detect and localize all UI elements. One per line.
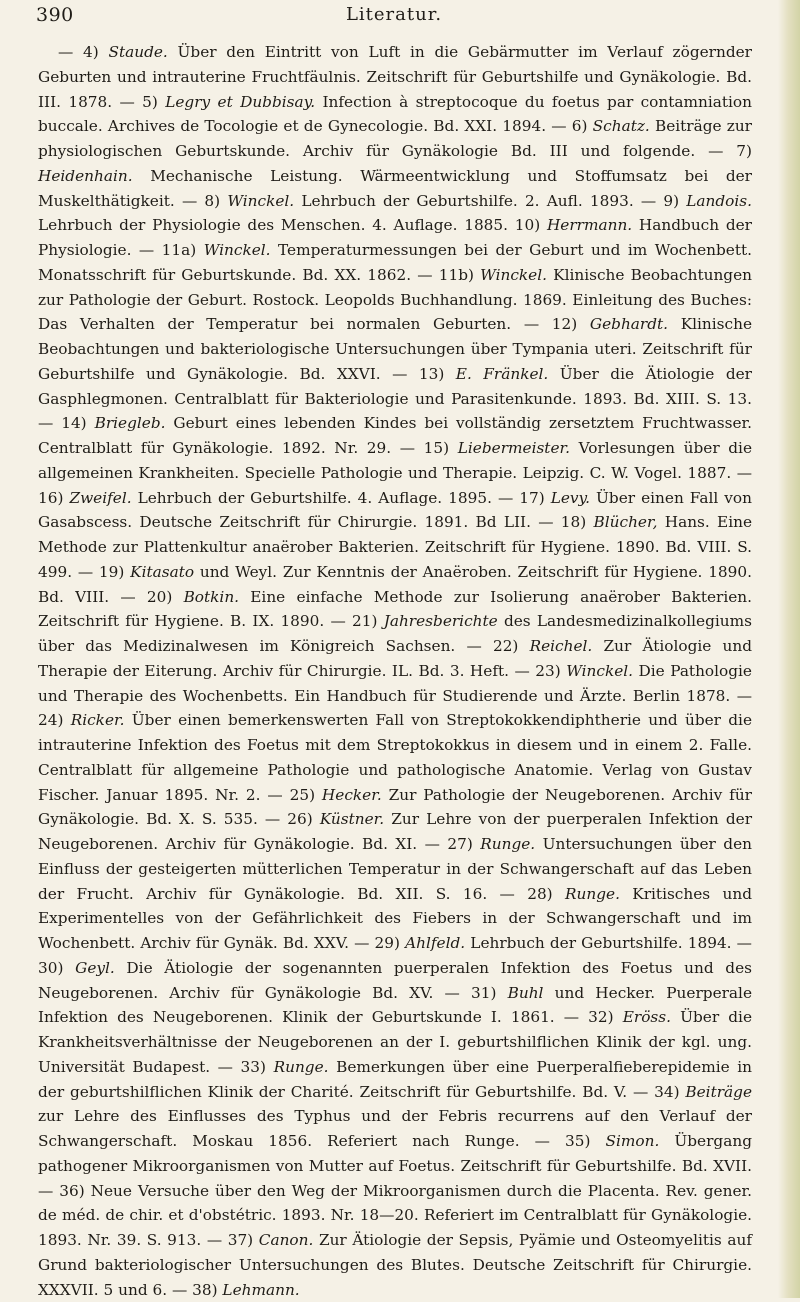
reference-text: zur Lehre des Einflusses des Typhus und der Febris recurrens auf den Verlauf der Schwangerschaft. Moskau 1856. Referiert nach Runge. [38,1107,752,1150]
reference-number: — 9) [633,191,687,210]
reference-number: — 24) [38,686,752,730]
reference-number: — 28) [487,884,565,903]
reference-author: Briegleb. [94,414,166,433]
reference-entry [167,1281,300,1299]
reference-number: — 15) [391,439,458,457]
reference-text: Über die Ätiologie der Gasphlegmonen. Centralblatt für Bakteriologie und Parasitenkunde. 1893. Bd. XIII. S. 13. [38,364,752,408]
reference-number: — 11a) [131,241,204,259]
reference-number: — 36) [38,1181,91,1200]
reference-author: Jahresberichte [383,612,498,631]
reference-text: Über den Eintritt von Luft in die Gebärmutter im Verlauf zögernder Geburten und intrauterine Fruchtfäulnis. Zeitschrift für Geburtshilfe und Gynäkologie. Bd. III. 1878. [38,43,752,111]
running-head: Literatur. [345,4,443,25]
reference-paragraph [38,40,752,1302]
reference-text: Geburt eines lebenden Kindes bei vollständig zersetztem Fruchtwasser. Centralblatt für Gynäkologie. 1892. Nr. 29. [38,414,752,457]
reference-author: Geyl. [75,958,115,977]
reference-number: — 38) [167,1280,223,1299]
reference-author: Winckel. [227,191,295,210]
reference-text: Lehrbuch der Physiologie des Menschen. 4. Auflage. 1885. [38,216,509,235]
reference-author: Lehmann. [222,1280,300,1299]
reference-author: Reichel. [529,637,593,655]
reference-text: Beiträge zur physiologischen Geburtskunde. Archiv für Gynäkologie Bd. III und folgende. [38,117,752,160]
reference-text: Zur Lehre von der puerperalen Infektion der Neugeborenen. Archiv für Gynäkologie. Bd. XI. [38,810,753,853]
reference-text: Eine einfache Methode zur Isolierung anaërober Bakterien. Zeitschrift für Hygiene. B. IX. 1890. [38,587,752,631]
reference-entry [349,934,732,952]
reference-text: Die Ätiologie der sogenannten puerperalen Infektion des Foetus und des Neugeborenen. Archiv für Gynäkologie Bd. XV. [38,958,753,1002]
page-number: 390 [36,4,74,26]
reference-author: Landois. [686,191,752,210]
reference-number: — 20) [109,587,184,606]
reference-text: Klinische Beobachtungen zur Pathologie der Geburt. Rostock. Leopolds Buchhandlung. 1869. Einleitung des Buches: Das Verhalten der Temperatur bei normalen Geburten. [38,265,753,334]
reference-number: — 35) [519,1132,606,1150]
reference-text: Zur Pathologie der Neugeborenen. Archiv für Gynäkologie. Bd. X. S. 535. [38,785,752,829]
reference-author: Runge. [273,1057,329,1076]
reference-number: — 33) [210,1057,274,1076]
reference-number: — 21) [324,612,384,631]
reference-text: Untersuchungen über den Einfluss der gesteigerten mütterlichen Temperatur in der Schwangerschaft auf das Leben der Frucht. Archiv für Gynäkologie. Bd. XII. S. 16. [38,835,752,903]
reference-text: und Hecker. Puerperale Infektion des Neugeborenen. Klinik der Geburtskunde I. 1861. [38,983,752,1027]
reference-text: Zur Ätiologie und Therapie der Eiterung. Archiv für Chirurgie. IL. Bd. 3. Heft. [38,637,753,680]
reference-author: Küstner. [319,810,385,829]
reference-number: 10) [508,216,547,235]
reference-number: — 4) [58,43,109,61]
reference-author: Staude. [108,43,168,61]
reference-author: Blücher, [593,513,658,532]
reference-author: Runge. [565,884,620,903]
reference-author: Legry et Dubbisay. [165,92,316,111]
reference-number: — 11b) [411,265,481,284]
reference-number: — 5) [112,92,166,111]
reference-number: — 13) [380,364,456,383]
page-edge-shadow [778,0,800,1298]
reference-text: Mechanische Leistung. Wärmeentwicklung und Stoffumsatz bei der Muskelthätigkeit. [38,166,752,210]
reference-number: — 7) [695,142,752,160]
reference-text: des Landesmedizinalkollegiums über das Medizinalwesen im Königreich Sachsen. [38,612,752,655]
reference-author: Ricker. [70,711,125,730]
reference-number: — 32) [554,1008,623,1027]
reference-author: Levy. [550,488,591,507]
reference-number: — 8) [174,191,228,210]
reference-number: — 31) [433,983,508,1002]
reference-author: Heidenhain. [38,166,133,185]
reference-text: Klinische Beobachtungen und bakteriologische Untersuchungen über Tympania uteri. Zeitschrift für Geburtshilfe und Gynäkologie. Bd. XXVI. [38,315,752,383]
reference-text: Vorlesungen über die allgemeinen Krankheiten. Specielle Pathologie und Therapie. Leipzig. C. W. Vogel. 1887. [38,439,752,482]
reference-text: Lehrbuch der Geburtshilfe. 4. Auflage. 1895. [131,488,492,507]
reference-author: E. Fränkel. [455,364,549,383]
bibliography-text [38,40,752,1302]
reference-author: Simon. [605,1132,660,1150]
reference-author: Winckel. [203,241,271,259]
reference-author: Schatz. [592,117,650,136]
reference-number: — 27) [417,835,481,853]
reference-author: Zweifel. [69,488,132,507]
reference-author: Botkin. [183,587,240,606]
reference-entry [175,192,634,210]
reference-number: — 17) [491,488,551,507]
reference-text: Hans. Eine Methode zur Plattenkultur anaërober Bakterien. Zeitschrift für Hygiene. 1890. Bd. VIII. S. 499. [38,513,752,581]
reference-text: Bemerkungen über eine Puerperalfieberepidemie in der geburtshilflichen Klinik der Charité. Zeitschrift für Geburtshilfe. Bd. V. [38,1057,752,1101]
reference-author: Winckel. [566,661,634,680]
reference-author: Liebermeister. [457,439,571,457]
reference-text: Temperaturmessungen bei der Geburt und im Wochenbett. Monatsschrift für Geburtskunde. Bd. XX. 1862. [38,241,752,284]
reference-author: Winckel. [480,265,547,284]
reference-author: Canon. [258,1231,314,1249]
reference-text: Infection à streptocoque du foetus par contamniation buccale. Archives de Tocologie et de Gynecologie. Bd. XXI. 1894. [38,92,752,136]
reference-number: — 12) [511,315,590,334]
reference-number: — 14) [38,414,95,433]
reference-number: — 6) [546,117,593,136]
reference-author: Gebhardt. [589,315,669,334]
reference-number: — 37) [201,1231,259,1249]
page-header [36,4,752,34]
reference-text: Lehrbuch der Geburtshilfe. 1894. [465,934,732,952]
reference-author: Kitasato [130,562,195,581]
reference-number: — 22) [455,637,530,655]
reference-text: Neue Versuche über den Weg der Mikroorganismen durch die Placenta. Rev. gener. de méd. de chir. et d'obstétric. 1893. Nr. 18—20. Referiert im Centralblatt für Gynäkologie. 1893. Nr. 39. S. 913. [38,1181,752,1249]
reference-number: — 23) [509,661,567,680]
reference-number: — 26) [257,810,320,829]
reference-number: — 16) [38,463,752,507]
reference-text: Handbuch der Physiologie. [38,216,752,259]
reference-author: Eröss. [622,1008,671,1027]
reference-text: Die Pathologie und Therapie des Wochenbetts. Ein Handbuch für Studierende und Ärzte. Berlin 1878. [38,661,752,705]
reference-text: Übergang pathogener Mikroorganismen von Mutter auf Foetus. Zeitschrift für Geburtshilfe. Bd. XVII. [38,1132,752,1175]
reference-number: — 19) [72,562,131,581]
reference-author: Herrmann. [546,216,633,235]
reference-text: Zur Ätiologie der Sepsis, Pyämie und Osteomyelitis auf Grund bakteriologischer Untersuchungen des Blutes. Deutsche Zeitschrift für Chirurgie. XXXVII. 5 und 6. [38,1231,752,1299]
reference-text: Über die Krankheitsverhältnisse der Neugeborenen an der I. geburtshilflichen Klinik der kgl. ung. Universität Budapest. [38,1008,752,1076]
reference-number: — 29) [348,934,406,952]
reference-text: und Weyl. Zur Kenntnis der Anaëroben. Zeitschrift für Hygiene. 1890. Bd. VIII. [38,562,752,606]
reference-author: Runge. [480,835,536,853]
reference-text: Lehrbuch der Geburtshilfe. 2. Aufl. 1893. [294,191,634,210]
reference-number: — 25) [260,785,322,804]
reference-author: Beiträge [685,1082,753,1101]
reference-number: — 18) [530,513,594,532]
reference-text: Über einen bemerkenswerten Fall von Streptokokkendiphtherie und über die intrauterine Infektion des Foetus mit dem Streptokokkus in diesem und in einem 2. Falle. Centralblatt für allgemeine Pathologie und pathologische Anatomie. Verlag von Gustav Fischer. Januar 1895. Nr. 2. [38,711,752,804]
reference-author: Hecker. [321,785,382,804]
reference-author: Ahlfeld. [405,934,466,952]
reference-text: Über einen Fall von Gasabscess. Deutsche Zeitschrift für Chirurgie. 1891. Bd LII. [38,488,752,532]
reference-number: — 30) [38,934,752,977]
reference-author: Buhl [507,983,544,1002]
reference-number: — 34) [627,1082,686,1101]
reference-text: Kritisches und Experimentelles von der Gefährlichkeit des Fiebers in der Schwangerschaft und im Wochenbett. Archiv für Gynäk. Bd. XXV. [38,884,752,952]
